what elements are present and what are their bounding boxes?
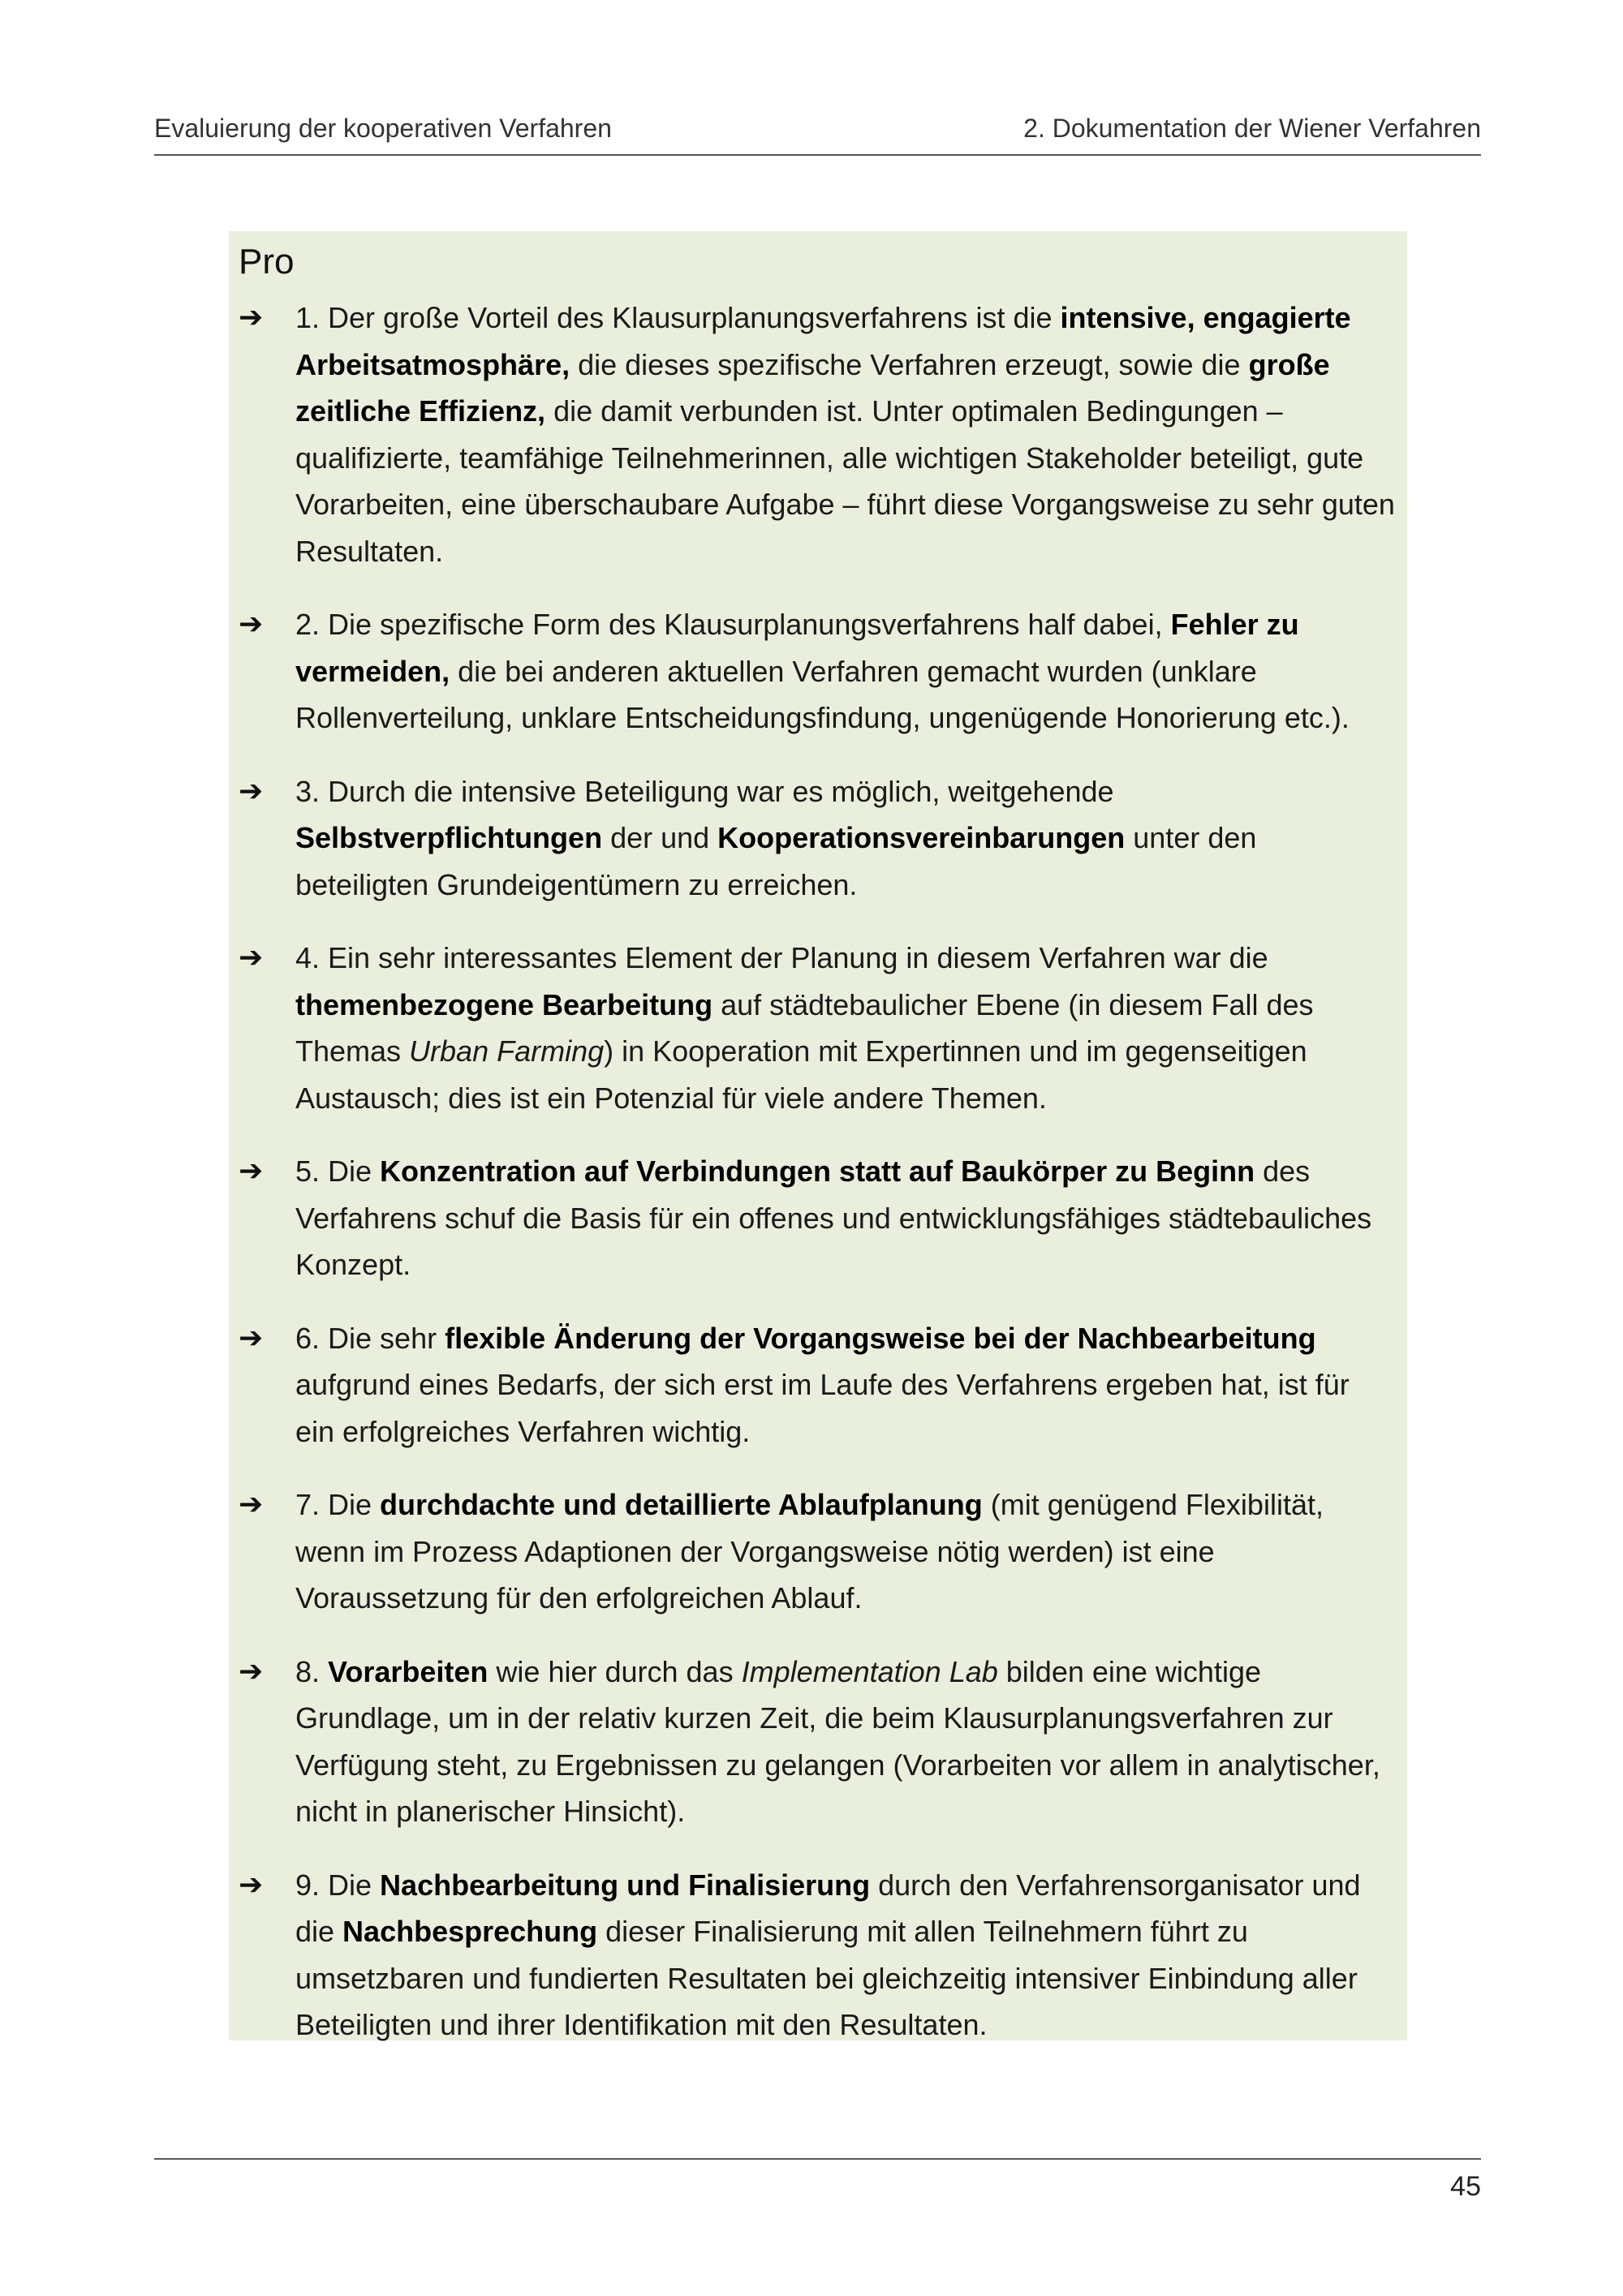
text-segment: 2. Die spezifische Form des Klausurplanungsverfahrens half dabei,	[295, 608, 1171, 641]
arrow-right-icon: ➔	[239, 301, 264, 334]
text-segment: 6. Die sehr	[295, 1321, 446, 1355]
text-segment: des Verfahrens schuf die Basis für ein offenes und entwicklungsfähiges städtebauliches Konzept.	[295, 1154, 1372, 1281]
list-item	[234, 935, 1396, 1121]
list-item	[234, 601, 1396, 742]
arrow-right-icon: ➔	[239, 1321, 264, 1355]
arrow-right-icon: ➔	[239, 608, 264, 641]
list-item	[234, 1481, 1396, 1622]
page-footer	[154, 2158, 1481, 2202]
text-segment: große zeitliche Effizienz,	[295, 347, 1330, 428]
text-segment: Implementation Lab	[741, 1654, 998, 1688]
text-segment: Nachbearbeitung und Finalisierung	[380, 1868, 871, 1902]
text-segment: Urban Farming	[409, 1034, 605, 1068]
arrow-right-icon: ➔	[239, 1154, 264, 1188]
list-item	[234, 768, 1396, 909]
text-segment: 5. Die	[295, 1154, 381, 1188]
text-segment: (mit genügend Flexibilität, wenn im Prozess Adaptionen der Vorgangsweise nötig werden) ist eine Voraussetzung für den erfolgreichen Ablauf.	[295, 1488, 1324, 1615]
list-item	[234, 1649, 1396, 1835]
list-item	[234, 1148, 1396, 1288]
text-segment: 1. Der große Vorteil des Klausurplanungsverfahrens ist die	[295, 301, 1061, 334]
text-segment: die dieses spezifische Verfahren erzeugt, sowie die	[570, 347, 1249, 381]
text-segment: 3. Durch die intensive Beteiligung war es möglich, weitgehende	[295, 774, 1114, 808]
arrow-right-icon: ➔	[239, 1488, 264, 1521]
text-segment: der und	[602, 821, 718, 854]
text-segment: intensive, engagierte Arbeitsatmosphäre,	[295, 301, 1351, 381]
text-segment: 4. Ein sehr interessantes Element der Planung in diesem Verfahren war die	[295, 941, 1268, 974]
text-segment: Selbstverpflichtungen	[295, 821, 603, 854]
text-segment: durch den Verfahrensorganisator und die	[295, 1868, 1361, 1948]
text-segment: unter den beteiligten Grundeigentümern zu erreichen.	[295, 821, 1257, 901]
text-segment: Vorarbeiten	[328, 1654, 489, 1688]
text-segment: flexible Änderung der Vorgangsweise bei der Nachbearbeitung	[445, 1321, 1316, 1355]
text-segment: wie hier durch das	[488, 1654, 742, 1688]
arrow-right-icon: ➔	[239, 941, 264, 974]
text-segment: durchdachte und detaillierte Ablaufplanung	[380, 1488, 983, 1521]
running-title-left: Evaluierung der kooperativen Verfahren	[154, 114, 612, 143]
pro-box	[229, 231, 1407, 2040]
arrow-right-icon: ➔	[239, 1654, 264, 1688]
text-segment: Kooperationsvereinbarungen	[717, 821, 1126, 854]
page-number: 45	[1450, 2171, 1481, 2202]
text-segment: 7. Die	[295, 1488, 381, 1521]
text-segment: 9. Die	[295, 1868, 381, 1902]
text-segment: Nachbesprechung	[342, 1915, 598, 1948]
page-header	[154, 114, 1481, 156]
text-segment: aufgrund eines Bedarfs, der sich erst im Laufe des Verfahrens ergeben hat, ist für ein erfolgreiches Verfahren wichtig.	[295, 1368, 1350, 1448]
pro-list	[234, 295, 1396, 2049]
text-segment: Fehler zu vermeiden,	[295, 608, 1299, 688]
text-segment: Konzentration auf Verbindungen statt auf Baukörper zu Beginn	[380, 1154, 1255, 1188]
text-segment: die damit verbunden ist. Unter optimalen Bedingungen – qualifizierte, teamfähige Teilnehmerinnen, alle wichtigen Stakeholder beteiligt, gute Vorarbeiten, eine überschaubare Aufgabe – führt diese Vorgangsweise zu sehr guten Resultaten.	[295, 394, 1395, 568]
text-segment: die bei anderen aktuellen Verfahren gemacht wurden (unklare Rollenverteilung, unklare Entscheidungsfindung, ungenügende Honorierung etc.).	[295, 654, 1350, 734]
running-title-right: 2. Dokumentation der Wiener Verfahren	[1023, 114, 1481, 143]
text-segment: 8.	[295, 1654, 329, 1688]
text-segment: ) in Kooperation mit Expertinnen und im gegenseitigen Austausch; dies ist ein Potenzial für viele andere Themen.	[295, 1034, 1307, 1115]
text-segment: bilden eine wichtige Grundlage, um in der relativ kurzen Zeit, die beim Klausurplanungsverfahren zur Verfügung steht, zu Ergebnissen zu gelangen (Vorarbeiten vor allem in analytischer, nicht in planerischer Hinsicht).	[295, 1654, 1380, 1828]
text-segment: dieser Finalisierung mit allen Teilnehmern führt zu umsetzbaren und fundierten Resultaten bei gleichzeitig intensiver Einbindung aller Beteiligten und ihrer Identifikation mit den Resultaten.	[295, 1915, 1358, 2041]
list-item	[234, 1315, 1396, 1455]
arrow-right-icon: ➔	[239, 1868, 264, 1902]
list-item	[234, 1862, 1396, 2049]
text-segment: auf städtebaulicher Ebene (in diesem Fall des Themas	[295, 987, 1314, 1068]
arrow-right-icon: ➔	[239, 774, 264, 808]
box-title: Pro	[239, 242, 295, 282]
text-segment: themenbezogene Bearbeitung	[295, 987, 713, 1021]
list-item	[234, 295, 1396, 574]
